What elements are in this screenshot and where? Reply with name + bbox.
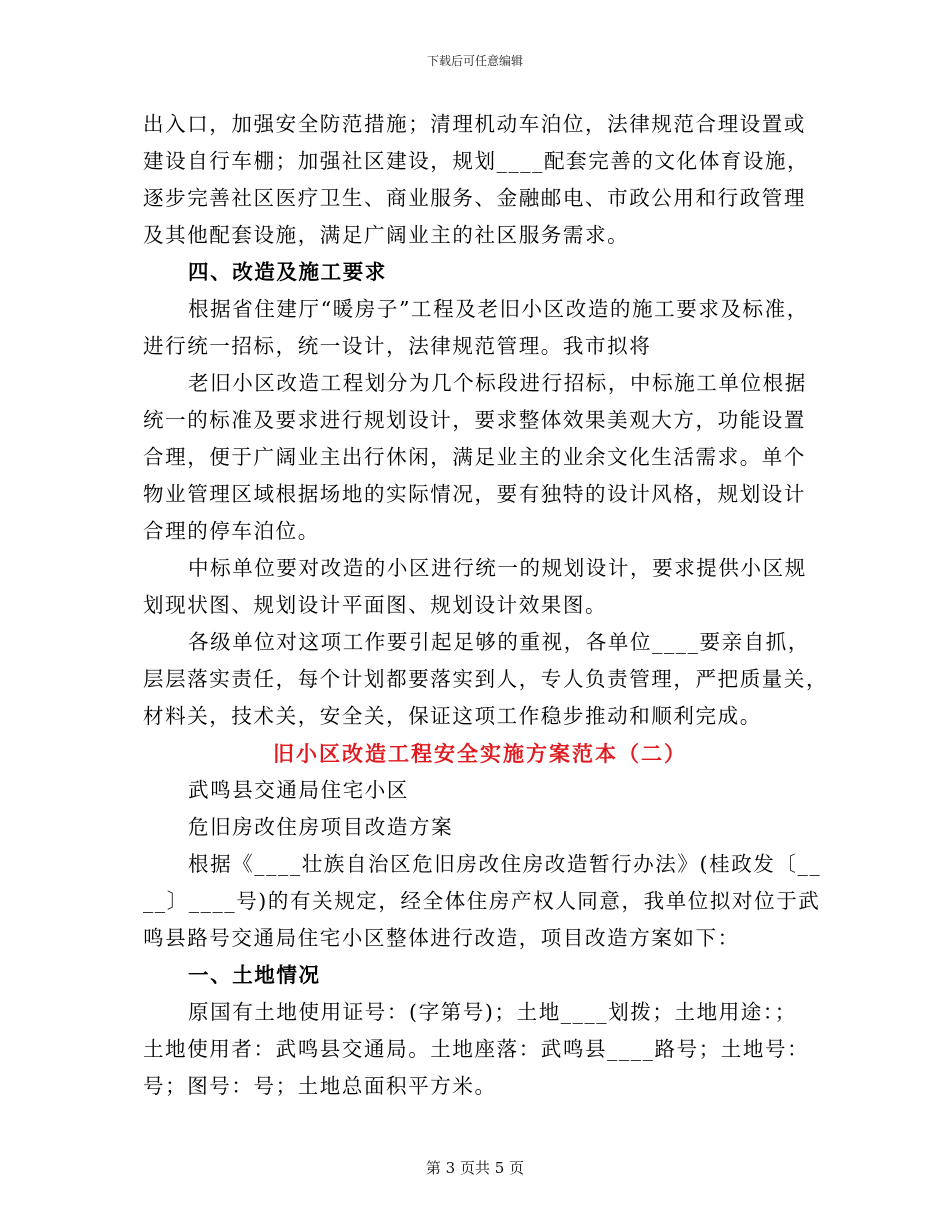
paragraph-line: __〕____号)的有关规定，经全体住房产权人同意，我单位拟对位于武 [143, 889, 821, 913]
paragraph-line: 出入口，加强安全防范措施；清理机动车泊位，法律规范合理设置或 [143, 112, 806, 136]
paragraph-line: 土地使用者：武鸣县交通局。土地座落：武鸣县____路号；土地号： [143, 1037, 810, 1061]
paragraph-line: 及其他配套设施，满足广阔业主的社区服务需求。 [143, 223, 630, 247]
paragraph-line: 危旧房改住房项目改造方案 [188, 815, 454, 839]
paragraph-line: 合理的停车泊位。 [143, 519, 320, 543]
paragraph-line: 武鸣县交通局住宅小区 [188, 778, 409, 802]
section-heading: 一、土地情况 [188, 963, 321, 987]
document-body [143, 106, 829, 1105]
paragraph-line: 物业管理区域根据场地的实际情况，要有独特的设计风格，规划设计 [143, 482, 806, 506]
paragraph-line: 进行统一招标，统一设计，法律规范管理。我市拟将 [143, 334, 652, 358]
paragraph-line: 根据《____壮族自治区危旧房改住房改造暂行办法》(桂政发〔__ [188, 852, 822, 876]
paragraph-line: 原国有土地使用证号：(字第号)；土地____划拨；土地用途：； [188, 1000, 797, 1024]
paragraph-line: 统一的标准及要求进行规划设计，要求整体效果美观大方，功能设置 [143, 408, 806, 432]
page-header: 下载后可任意编辑 [426, 54, 523, 68]
paragraph-line: 合理，便于广阔业主出行休闲，满足业主的业余文化生活需求。单个 [143, 445, 806, 469]
paragraph-line: 老旧小区改造工程划分为几个标段进行招标，中标施工单位根据 [188, 371, 807, 395]
paragraph-line: 各级单位对这项工作要引起足够的重视，各单位____要亲自抓， [188, 630, 810, 654]
section-heading: 四、改造及施工要求 [188, 260, 387, 284]
document-title: 旧小区改造工程安全实施方案范本（二） [273, 741, 687, 766]
paragraph-line: 划现状图、规划设计平面图、规划设计效果图。 [143, 593, 608, 617]
paragraph-line: 鸣县路号交通局住宅小区整体进行改造，项目改造方案如下： [143, 926, 740, 950]
paragraph-line: 逐步完善社区医疗卫生、商业服务、金融邮电、市政公用和行政管理 [143, 186, 806, 210]
paragraph-line: 根据省住建厅“暖房子”工程及老旧小区改造的施工要求及标准， [188, 297, 809, 321]
paragraph-line: 号；图号：号；土地总面积平方米。 [143, 1074, 497, 1098]
paragraph-line: 材料关，技术关，安全关，保证这项工作稳步推动和顺利完成。 [143, 704, 762, 728]
paragraph-line: 建设自行车棚；加强社区建设，规划____配套完善的文化体育设施， [143, 149, 810, 173]
page-footer: 第 3 页共 5 页 [425, 1159, 525, 1177]
paragraph-line: 层层落实责任，每个计划都要落实到人，专人负责管理，严把质量关， [143, 667, 829, 691]
paragraph-line: 中标单位要对改造的小区进行统一的规划设计，要求提供小区规 [188, 556, 807, 580]
